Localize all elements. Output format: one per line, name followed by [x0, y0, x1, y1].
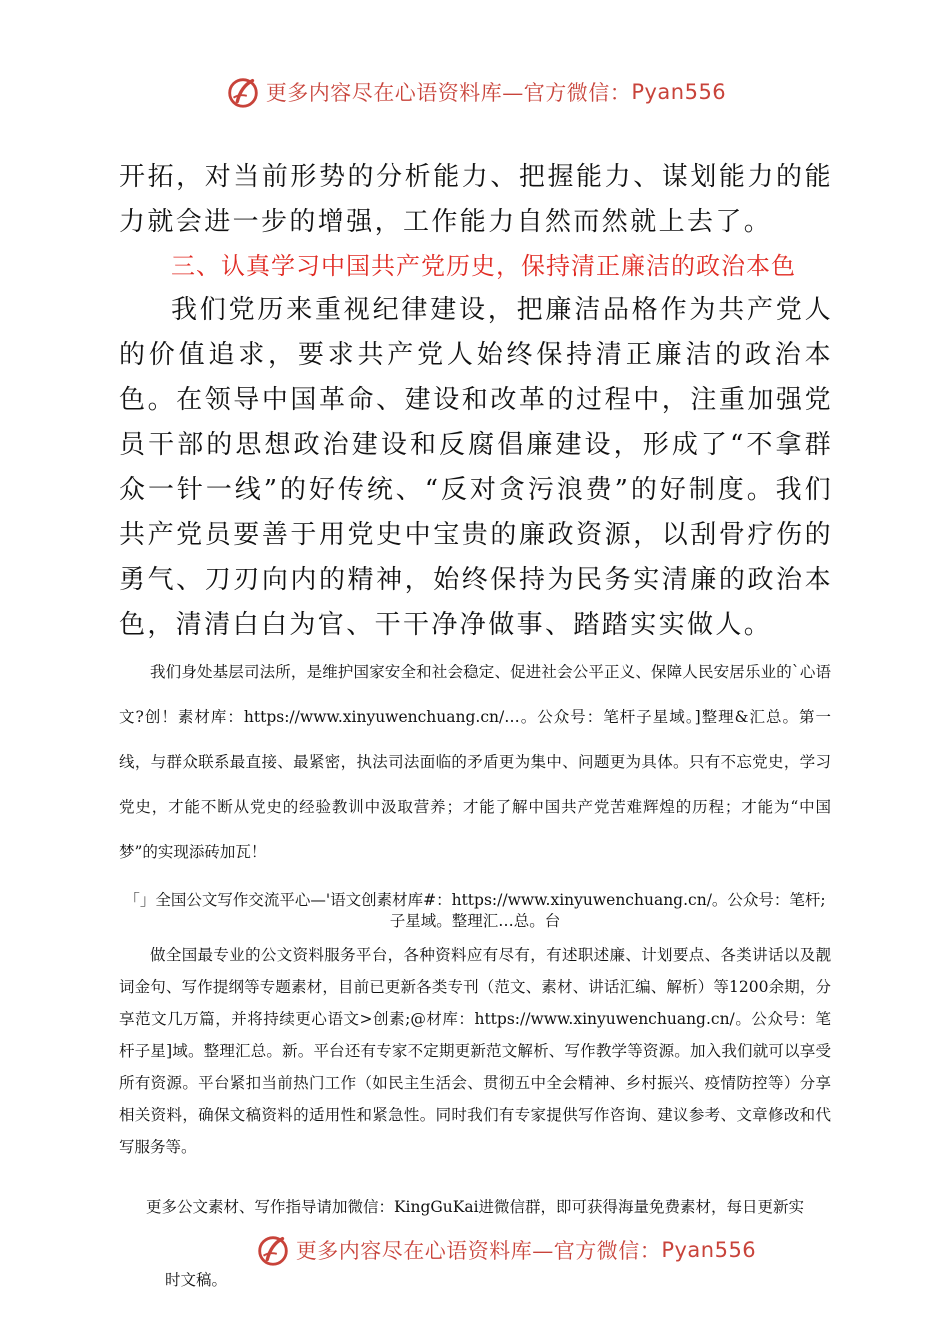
header-watermark-banner — [0, 70, 950, 114]
footer-paragraph-3-line1: 更多公文素材、写作指导请加微信：KingGuKai进微信群，即可获得海量免费素材，每日更新实 — [145, 1198, 805, 1216]
footer-paragraph-2: 做全国最专业的公文资料服务平台，各种资料应有尽有，有述职述廉、计划要点、各类讲话以及靓词金句、写作提纲等专题素材，目前已更新各类专刊（范文、素材、讲话汇编、解析）等1200余期，分享范文几万篇，并将持续更心语文>创素;@材库：https://www.xinyuwenchuang.cn/。公众号：笔杆子星]域。整理汇总。新。平台还有专家不定期更新范文解析、写作教学等资源。加入我们就可以享受所有资源。平台紧扣当前热门工作（如民主生活会、贯彻五中全会精神、乡村振兴、疫情防控等）分享相关资料，确保文稿资料的适用性和紧急性。同时我们有专家提供写作咨询、建议参考、文章修改和代写服务等。 — [119, 946, 831, 1156]
body-paragraph-continuation: 开拓，对当前形势的分析能力、把握能力、谋划能力的能力就会进一步的增强，工作能力自然而然就上去了。 — [119, 162, 833, 237]
banner-text: 更多内容尽在心语资料库—官方微信： — [295, 1239, 662, 1263]
body-paragraph-main: 我们党历来重视纪律建设，把廉洁品格作为共产党人的价值追求，要求共产党人始终保持清正廉洁的政治本色。在领导中国革命、建设和改革的过程中，注重加强党员干部的思想政治建设和反腐倡廉建设，形成了“不拿群众一针一线”的好传统、“反对贪污浪费”的好制度。我们共产党员要善于用党史中宝贵的廉政资源，以刮骨疗伤的勇气、刀刃向内的精神，始终保持为民务实清廉的政治本色，清清白白为官、干干净净做事、踏踏实实做人。 — [119, 295, 833, 640]
banner-wechat-id: Pyan556 — [661, 1238, 757, 1262]
section-heading: 三、认真学习中国共产党历史，保持清正廉洁的政治本色 — [171, 252, 796, 280]
footer-paragraph-3-line2: 时文稿。 — [165, 1271, 228, 1289]
footer-paragraph-1: 我们身处基层司法所，是维护国家安全和社会稳定、促进社会公平正义、保障人民安居乐业的`心语文?创！素材库：https://www.xinyuwenchuang.cn/…。公众号：笔杆子星域。]整理&汇总。第一线，与群众联系最直接、最紧密，执法司法面临的矛盾更为集中、问题更为具体。只有不忘党史，学习党史，才能不断从党史的经验教训中汲取营养；才能了解中国共产党苦难辉煌的历程；才能为“中国梦”的实现添砖加瓦！ — [119, 663, 831, 861]
banner-text: 更多内容尽在心语资料库—官方微信： — [265, 81, 632, 105]
footer-quote: 「」全国公文写作交流平心—'语文创素材库#：https://www.xinyuwenchuang.cn/。公众号：笔杆;子星域。整理汇…总。台 — [124, 891, 826, 930]
brush-logo-icon — [224, 73, 262, 111]
banner-wechat-id: Pyan556 — [631, 80, 727, 104]
